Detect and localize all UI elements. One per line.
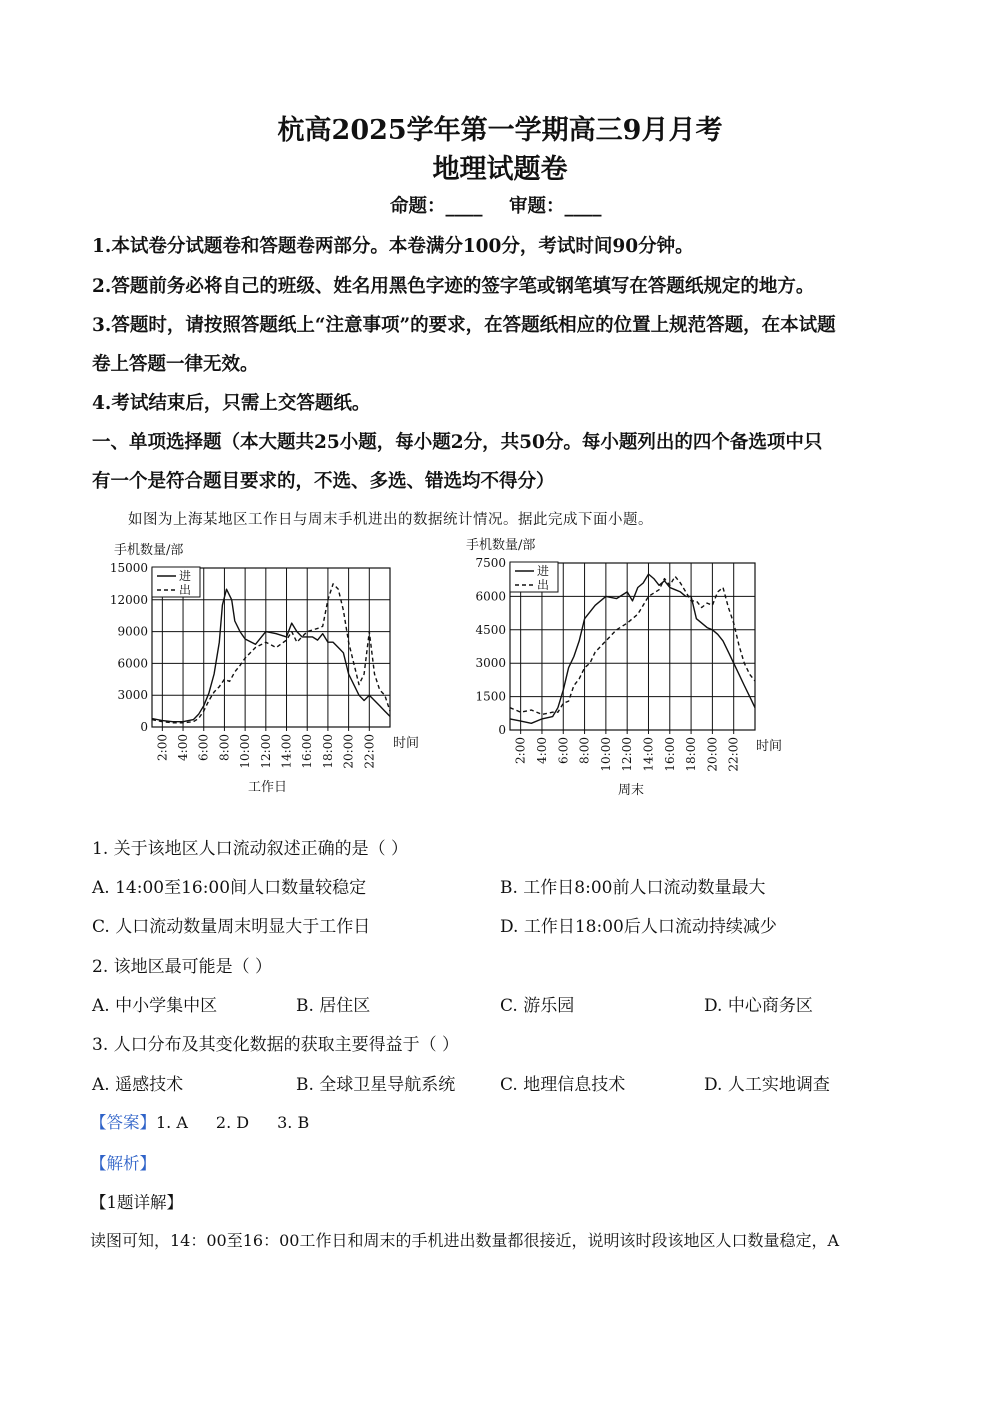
x-tick-label: 14:00 [641, 737, 656, 772]
answer-item-3: 3. B [277, 1113, 310, 1132]
y-tick-label: 0 [140, 720, 148, 734]
x-axis-label: 时间 [393, 736, 420, 751]
question-3-option-b: B. 全球卫星导航系统 [296, 1075, 456, 1095]
detail-title: 【1题详解】 [90, 1193, 183, 1212]
legend-box [152, 567, 200, 597]
question-1-option-d: D. 工作日18:00后人口流动持续减少 [500, 917, 777, 937]
x-tick-label: 4:00 [534, 737, 549, 764]
chart-caption: 周末 [618, 783, 645, 798]
x-tick-label: 6:00 [556, 737, 571, 764]
question-1-option-c: C. 人口流动数量周末明显大于工作日 [92, 917, 371, 937]
series-out-line [152, 584, 390, 723]
question-3-option-d: D. 人工实地调查 [704, 1075, 830, 1095]
y-tick-label: 4500 [475, 622, 506, 637]
chart-intro: 如图为上海某地区工作日与周末手机进出的数据统计情况。据此完成下面小题。 [128, 512, 653, 528]
exam-subtitle: 地理试题卷 [432, 154, 568, 185]
series-in-line [152, 589, 390, 722]
y-axis-label: 手机数量/部 [466, 538, 536, 553]
question-1-stem: 1. 关于该地区人口流动叙述正确的是（ ） [92, 839, 409, 859]
instruction-3-cont: 卷上答题一律无效。 [92, 354, 259, 375]
detail-text: 读图可知，14：00至16：00工作日和周末的手机进出数量都很接近，说明该时段该地区人口数量稳定，A [90, 1231, 839, 1250]
x-tick-label: 10:00 [598, 737, 613, 772]
x-tick-label: 16:00 [300, 734, 315, 769]
x-tick-label: 14:00 [279, 734, 294, 769]
x-tick-label: 12:00 [258, 734, 273, 769]
legend-label-out: 出 [179, 583, 192, 597]
x-tick-label: 10:00 [238, 734, 253, 769]
section-heading-line2: 有一个是符合题目要求的，不选、多选、错选均不得分） [92, 471, 555, 492]
y-tick-label: 1500 [475, 689, 506, 704]
x-tick-label: 2:00 [155, 734, 170, 761]
question-3-option-c: C. 地理信息技术 [500, 1075, 626, 1095]
exam-title: 杭高2025学年第一学期高三9月月考 [277, 115, 723, 146]
legend-box [510, 562, 558, 592]
question-1-option-a: A. 14:00至16:00间人口数量较稳定 [92, 878, 367, 898]
x-tick-label: 18:00 [320, 734, 335, 769]
setter-label: 命题： [390, 196, 446, 217]
instruction-2: 2.答题前务必将自己的班级、姓名用黑色字迹的签字笔或钢笔填写在答题纸规定的地方。 [92, 276, 815, 297]
question-2-option-d: D. 中心商务区 [704, 996, 813, 1016]
x-axis-label: 时间 [756, 739, 783, 754]
x-tick-label: 6:00 [196, 734, 211, 761]
question-2-option-b: B. 居住区 [296, 996, 371, 1016]
y-tick-label: 3000 [117, 688, 148, 703]
legend-label-in: 进 [179, 569, 192, 583]
chart-caption: 工作日 [248, 780, 288, 795]
y-tick-label: 6000 [475, 589, 506, 604]
x-tick-label: 12:00 [620, 737, 635, 772]
reviewer-label: 审题： [508, 196, 565, 217]
legend-label-in: 进 [537, 564, 550, 578]
x-tick-label: 18:00 [684, 737, 699, 772]
x-tick-label: 8:00 [577, 737, 592, 764]
instruction-1: 1.本试卷分试题卷和答题卷两部分。本卷满分100分，考试时间90分钟。 [92, 236, 694, 257]
question-3-stem: 3. 人口分布及其变化数据的获取主要得益于（ ） [92, 1035, 460, 1055]
x-tick-label: 16:00 [662, 737, 677, 772]
instruction-4: 4.考试结束后，只需上交答题纸。 [92, 393, 371, 414]
x-tick-label: 2:00 [513, 737, 528, 764]
x-tick-label: 22:00 [726, 737, 741, 772]
series-out-line [510, 576, 755, 714]
answer-label: 【答案】 [90, 1113, 156, 1132]
setter-blank: ____ [445, 196, 483, 217]
y-tick-label: 0 [498, 723, 506, 737]
x-tick-label: 20:00 [341, 734, 356, 769]
question-1-option-b: B. 工作日8:00前人口流动数量最大 [500, 878, 766, 898]
y-tick-label: 9000 [117, 624, 148, 639]
reviewer-blank: ____ [564, 196, 602, 217]
x-tick-label: 22:00 [362, 734, 377, 769]
y-axis-label: 手机数量/部 [114, 543, 184, 558]
x-tick-label: 20:00 [705, 737, 720, 772]
section-heading-line1: 一、单项选择题（本大题共25小题，每小题2分，共50分。每小题列出的四个备选项中只 [92, 432, 823, 453]
answer-item-1: 1. A [156, 1113, 188, 1132]
y-tick-label: 6000 [117, 656, 148, 671]
y-tick-label: 15000 [109, 561, 148, 575]
weekend-chart [450, 530, 790, 805]
answer-line [90, 1109, 309, 1133]
question-2-option-a: A. 中小学集中区 [92, 996, 218, 1016]
analysis-label: 【解析】 [90, 1154, 156, 1173]
question-2-stem: 2. 该地区最可能是（ ） [92, 957, 273, 977]
x-tick-label: 8:00 [217, 734, 232, 761]
x-tick-label: 4:00 [176, 734, 191, 761]
y-tick-label: 7500 [475, 556, 506, 570]
y-tick-label: 12000 [109, 592, 148, 607]
setter-line [390, 192, 601, 218]
legend-label-out: 出 [537, 578, 550, 592]
instruction-3: 3.答题时，请按照答题纸上“注意事项”的要求，在答题纸相应的位置上规范答题，在本试题 [92, 315, 836, 336]
question-3-option-a: A. 遥感技术 [92, 1075, 184, 1095]
weekday-chart [90, 530, 430, 805]
question-2-option-c: C. 游乐园 [500, 996, 575, 1016]
answer-item-2: 2. D [215, 1113, 250, 1132]
y-tick-label: 3000 [475, 656, 506, 671]
